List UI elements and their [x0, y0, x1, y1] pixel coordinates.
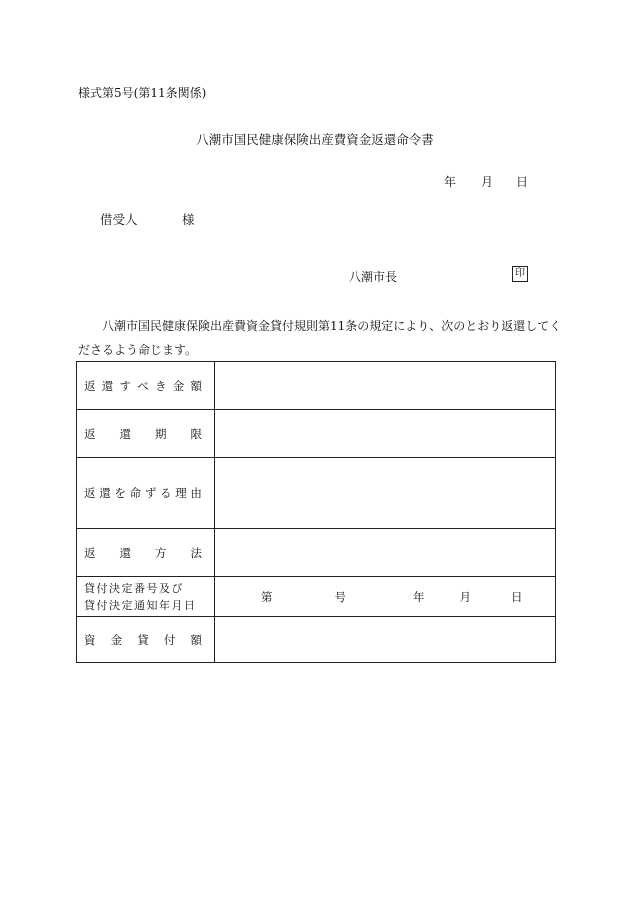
decision-number-prefix: 第	[261, 589, 273, 604]
form-number: 様式第5号(第11条関係)	[78, 86, 207, 100]
table-row-loan-amount	[77, 617, 556, 663]
value-cell-loan-amount[interactable]	[215, 617, 556, 663]
value-cell-repayment-method[interactable]	[215, 529, 556, 577]
body-text: 八潮市国民健康保険出産費資金貸付規則第11条の規定により、次のとおり返還してくださるよう命じます。	[78, 319, 562, 357]
date-year-label: 年	[444, 175, 457, 189]
decision-day-label: 日	[511, 589, 523, 604]
table-row-repayment-deadline	[77, 410, 556, 458]
date-month-label: 月	[481, 175, 494, 189]
label-repayment-reason: 返 還 を 命 ず る 理 由	[84, 486, 202, 500]
table-row-repayment-amount	[77, 362, 556, 410]
label-cell	[77, 577, 215, 617]
table-row-loan-decision	[77, 577, 556, 617]
label-cell	[77, 410, 215, 458]
value-cell-repayment-deadline[interactable]	[215, 410, 556, 458]
date-day-label: 日	[516, 175, 529, 189]
addressee-label: 借受人	[100, 212, 138, 227]
decision-number-suffix: 号	[334, 589, 346, 604]
label-loan-amount: 資 金 貸 付 額	[84, 632, 202, 647]
table-row-repayment-reason	[77, 458, 556, 529]
addressee	[100, 210, 195, 228]
addressee-honorific: 様	[182, 212, 195, 227]
seal-mark: 印	[512, 266, 528, 282]
label-cell	[77, 362, 215, 410]
value-cell-repayment-amount[interactable]	[215, 362, 556, 410]
decision-year-label: 年	[413, 589, 425, 604]
value-cell-loan-decision[interactable]	[215, 577, 556, 617]
decision-month-label: 月	[459, 589, 471, 604]
label-cell	[77, 529, 215, 577]
label-cell	[77, 617, 215, 663]
sender-title: 八潮市長	[349, 270, 398, 284]
value-cell-repayment-reason[interactable]	[215, 458, 556, 529]
repayment-details-table	[76, 361, 556, 663]
label-repayment-amount: 返 還 す べ き 金 額	[84, 378, 202, 393]
label-repayment-deadline: 返 還 期 限	[84, 426, 202, 441]
label-loan-decision: 貸付決定番号及び 貸付決定通知年月日	[84, 581, 197, 612]
label-cell	[77, 458, 215, 529]
document-title: 八潮市国民健康保険出産費資金返還命令書	[196, 132, 434, 147]
table-row-repayment-method	[77, 529, 556, 577]
label-repayment-method: 返 還 方 法	[84, 545, 202, 560]
loan-decision-fields	[215, 589, 555, 605]
